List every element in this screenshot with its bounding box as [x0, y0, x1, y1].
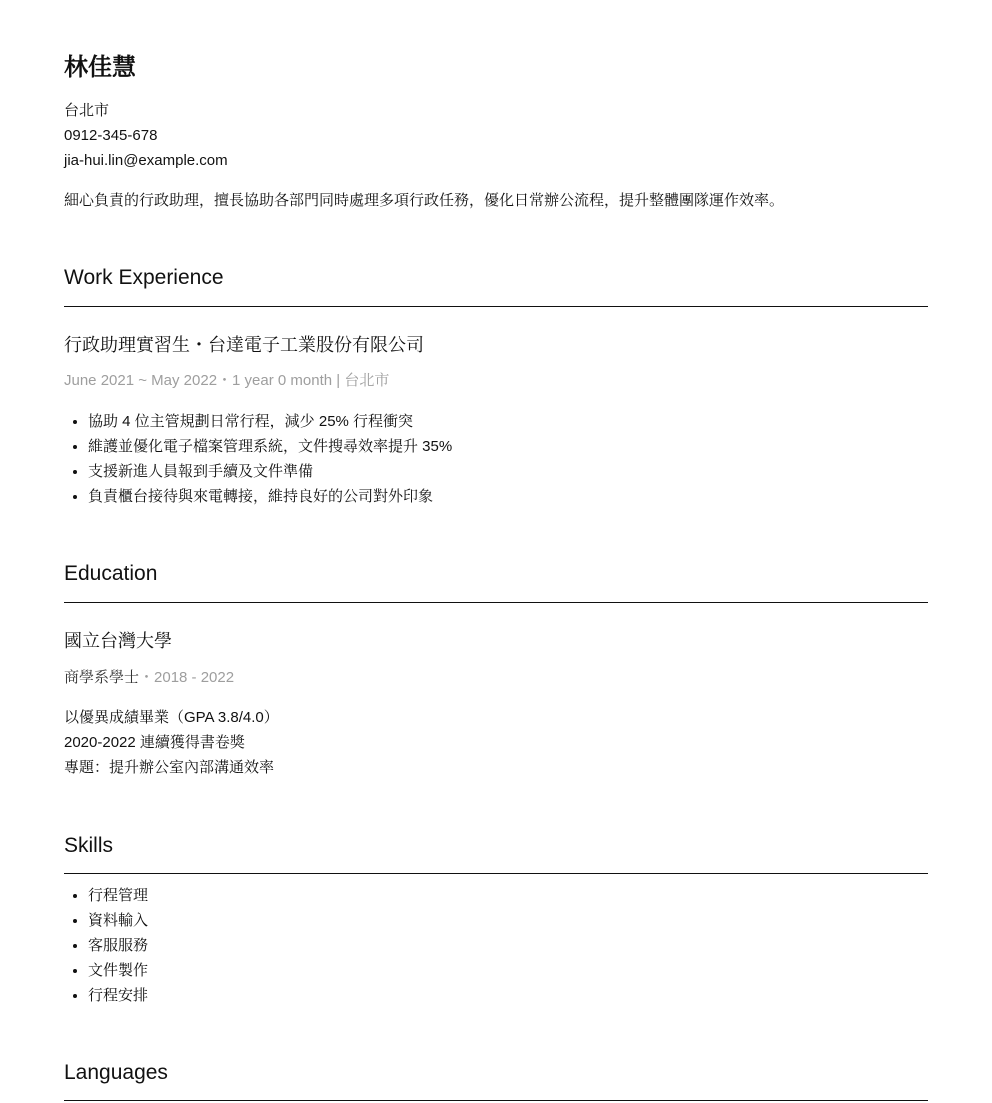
degree: 商學系學士 — [64, 669, 140, 686]
school-name: 國立台灣大學 — [64, 631, 172, 651]
phone: 0912-345-678 — [64, 127, 158, 144]
degree-meta — [64, 667, 234, 689]
skill-item: • 文件製作 — [88, 958, 148, 983]
job-bullets — [64, 409, 452, 509]
years: ・2018 - 2022 — [139, 669, 235, 686]
skill-item: • 客服服務 — [88, 933, 148, 958]
skill-item: • 行程安排 — [88, 983, 148, 1008]
summary: 細心負責的行政助理，擅長協助各部門同時處理多項行政任務，優化日常辦公流程，提升整體團隊運作效率。 — [64, 192, 785, 209]
skill-item: • 行程管理 — [88, 883, 148, 908]
section-divider — [64, 306, 928, 307]
section-title-education: Education — [64, 562, 158, 585]
list-item: • 協助 4 位主管規劃日常行程，減少 25% 行程衝突 — [88, 409, 452, 434]
list-item: • 支援新進人員報到手續及文件準備 — [88, 459, 452, 484]
job-meta: June 2021 ~ May 2022・1 year 0 month | 台北市 — [64, 372, 390, 389]
section-divider — [64, 1100, 928, 1101]
job-heading: 行政助理實習生・台達電子工業股份有限公司 — [64, 335, 424, 355]
section-title-languages: Languages — [64, 1061, 168, 1084]
education-line: 專題：提升辦公室內部溝通效率 — [64, 759, 275, 776]
list-item: • 維護並優化電子檔案管理系統，文件搜尋效率提升 35% — [88, 434, 452, 459]
location: 台北市 — [64, 102, 110, 119]
skills-list — [64, 883, 148, 1008]
contact-info — [64, 98, 228, 173]
education-details — [64, 705, 279, 780]
candidate-name: 林佳慧 — [64, 54, 136, 81]
section-title-work: Work Experience — [64, 266, 224, 289]
education-line: 以優異成績畢業（GPA 3.8/4.0） — [64, 709, 279, 726]
email: jia-hui.lin@example.com — [64, 152, 228, 169]
education-line: 2020-2022 連續獲得書卷獎 — [64, 734, 245, 751]
section-divider — [64, 602, 928, 603]
skill-item: • 資料輸入 — [88, 908, 148, 933]
section-title-skills: Skills — [64, 834, 114, 857]
section-divider — [64, 873, 928, 874]
list-item: • 負責櫃台接待與來電轉接，維持良好的公司對外印象 — [88, 484, 452, 509]
